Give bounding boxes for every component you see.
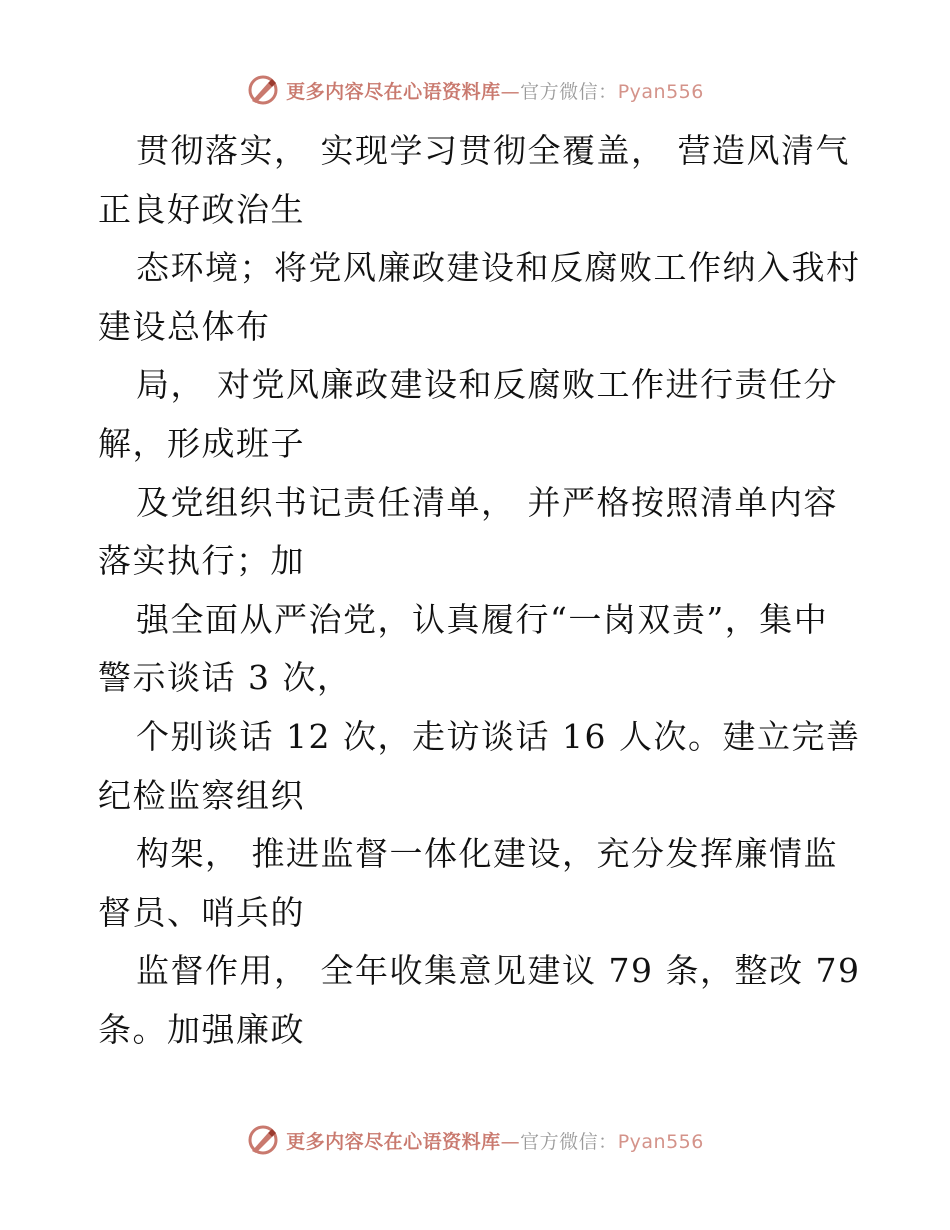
watermark-wechat-id: Pyan556: [617, 80, 704, 103]
pen-logo-icon: [246, 73, 280, 107]
header-watermark: [0, 70, 950, 110]
watermark-separator: —: [500, 1130, 521, 1153]
text-line: 纪检监察组织: [98, 775, 305, 815]
document-body: [98, 122, 861, 1060]
footer-watermark: [0, 1120, 950, 1160]
text-line: 贯彻落实， 实现学习贯彻全覆盖， 营造风清气: [136, 131, 850, 170]
text-line: 强全面从严治党，认真履行“一岗双责”，集中: [136, 599, 829, 639]
text-line: 构架， 推进监督一体化建设，充分发挥廉情监: [136, 834, 838, 874]
watermark-brand: 更多内容尽在心语资料库: [286, 80, 501, 103]
watermark-text: [286, 77, 704, 104]
text-line: 局， 对党风廉政建设和反腐败工作进行责任分: [136, 365, 838, 405]
text-line: 正良好政治生: [98, 189, 305, 229]
watermark-text: [286, 1127, 704, 1154]
text-line: 督员、哨兵的: [98, 892, 305, 932]
watermark-wechat-id: Pyan556: [617, 1130, 704, 1153]
pen-logo-icon: [246, 1123, 280, 1157]
text-line: 及党组织书记责任清单， 并严格按照清单内容: [136, 482, 838, 522]
watermark-wechat-label: 官方微信：: [520, 80, 618, 103]
text-line: 建设总体布: [98, 306, 271, 346]
text-line: 警示谈话 3 次，: [98, 658, 352, 698]
text-line: 态环境；将党风廉政建设和反腐败工作纳入我村: [136, 248, 861, 288]
text-line: 监督作用， 全年收集意见建议 79 条，整改 79: [136, 951, 861, 991]
text-line: 解，形成班子: [98, 423, 305, 463]
watermark-separator: —: [500, 80, 521, 103]
text-line: 落实执行；加: [98, 541, 305, 581]
text-line: 条。加强廉政: [98, 1009, 305, 1049]
watermark-wechat-label: 官方微信：: [520, 1130, 618, 1153]
watermark-brand: 更多内容尽在心语资料库: [286, 1130, 501, 1153]
text-line: 个别谈话 12 次，走访谈话 16 人次。建立完善: [136, 716, 861, 756]
